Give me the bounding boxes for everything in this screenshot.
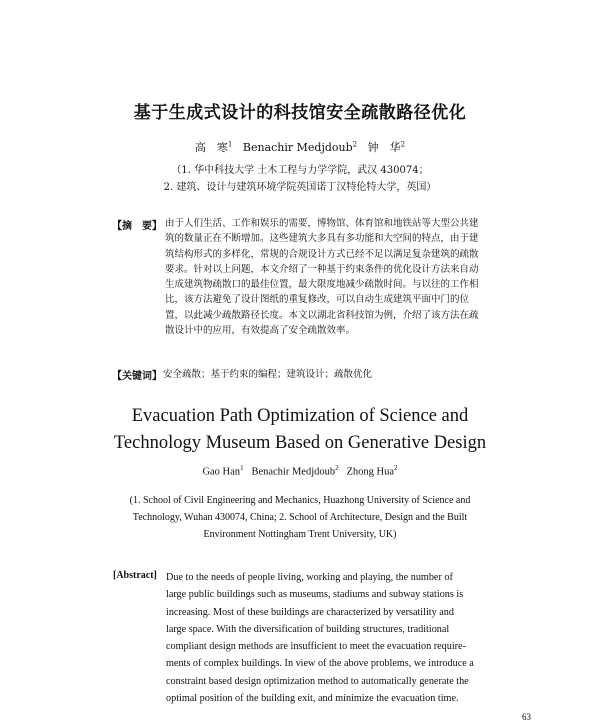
author-2-sup: 2 (352, 140, 358, 149)
english-abstract (166, 569, 496, 707)
english-title (0, 403, 600, 457)
chinese-authors (0, 139, 600, 155)
author-1-sup: 1 (227, 140, 233, 149)
abstract-line: 散设计中的应用，有效提高了安全疏散效率。 (165, 325, 356, 337)
english-affiliation (0, 492, 600, 543)
author-3: Zhong Hua (346, 466, 395, 478)
affiliation-line: (1. School of Civil Engineering and Mechanics, Huazhong University of Science and (129, 495, 471, 506)
page-number: 63 (522, 712, 531, 722)
abstract-line: optimal position of the building exit, and minimize the evacuation time. (166, 693, 459, 705)
abstract-line: 生成建筑物疏散口的最佳位置，最大限度地减少疏散时间。与以往的工作相 (165, 279, 479, 291)
chinese-keywords: 安全疏散；基于约束的编程；建筑设计；疏散优化 (163, 369, 373, 380)
abstract-line: large space. With the diversification of building structures, traditional (166, 623, 450, 635)
chinese-title: 基于生成式设计的科技馆安全疏散路径优化 (133, 103, 467, 123)
english-title-line: Evacuation Path Optimization of Science and (131, 406, 469, 426)
english-authors (0, 464, 600, 478)
author-1: Gao Han (202, 466, 241, 478)
abstract-line: 置，以此减少疏散路径长度。本文以湖北省科技馆为例，介绍了该方法在疏 (165, 309, 479, 321)
english-title-line: Technology Museum Based on Generative Design (113, 433, 487, 453)
abstract-line: 由于人们生活、工作和娱乐的需要，博物馆、体育馆和地铁站等大型公共建 (165, 218, 479, 229)
affiliation-line: 2. 建筑、设计与建筑环境学院英国诺丁汉特伦特大学，英国） (163, 182, 437, 193)
abstract-line: constraint based design optimization method to automatically generate the (166, 675, 469, 687)
affiliation-line: （1. 华中科技大学 土木工程与力学学院，武汉 430074； (171, 165, 429, 176)
abstract-line: large public buildings such as museums, stadiums and subway stations is (166, 589, 464, 601)
abstract-line: Due to the needs of people living, working and playing, the number of (166, 572, 453, 583)
english-abstract-label: [Abstract] (113, 570, 157, 581)
chinese-abstract-label: 【摘 要】 (112, 221, 162, 232)
author-2-sup: 2 (335, 464, 339, 472)
affiliation-line: Environment Nottingham Trent University, UK) (203, 529, 397, 540)
abstract-line: compliant design methods are insufficient to meet the evacuation require- (166, 641, 466, 653)
chinese-keywords-label: 【关键词】 (112, 371, 162, 382)
author-2: Benachir Medjdoub (251, 466, 336, 478)
affiliation-line: Technology, Wuhan 430074, China; 2. School of Architecture, Design and the Built (132, 512, 468, 523)
abstract-line: increasing. Most of these buildings are characterized by versatility and (166, 606, 454, 618)
abstract-line: 筑结构形式的多样化，常规的合规设计方式已经不足以满足复杂建筑的疏散 (165, 248, 479, 260)
author-1-sup: 1 (240, 464, 244, 472)
abstract-line: 要求。针对以上问题，本文介绍了一种基于约束条件的优化设计方法来自动 (165, 263, 479, 275)
author-3-sup: 2 (400, 140, 406, 149)
author-1: 高 寒 (194, 141, 228, 154)
author-3: 钟 华 (367, 141, 401, 154)
chinese-abstract (165, 216, 495, 338)
author-2: Benachir Medjdoub (242, 141, 353, 154)
abstract-line: ments of complex buildings. In view of the above problems, we introduce a (166, 658, 474, 670)
author-3-sup: 2 (394, 464, 398, 472)
abstract-line: 筑的数量正在不断增加。这些建筑大多具有多功能和大空间的特点，由于建 (165, 233, 479, 245)
chinese-affiliation (0, 162, 600, 196)
abstract-line: 比，该方法避免了设计图纸的重复修改，可以自动生成建筑平面中门的位 (165, 294, 470, 306)
